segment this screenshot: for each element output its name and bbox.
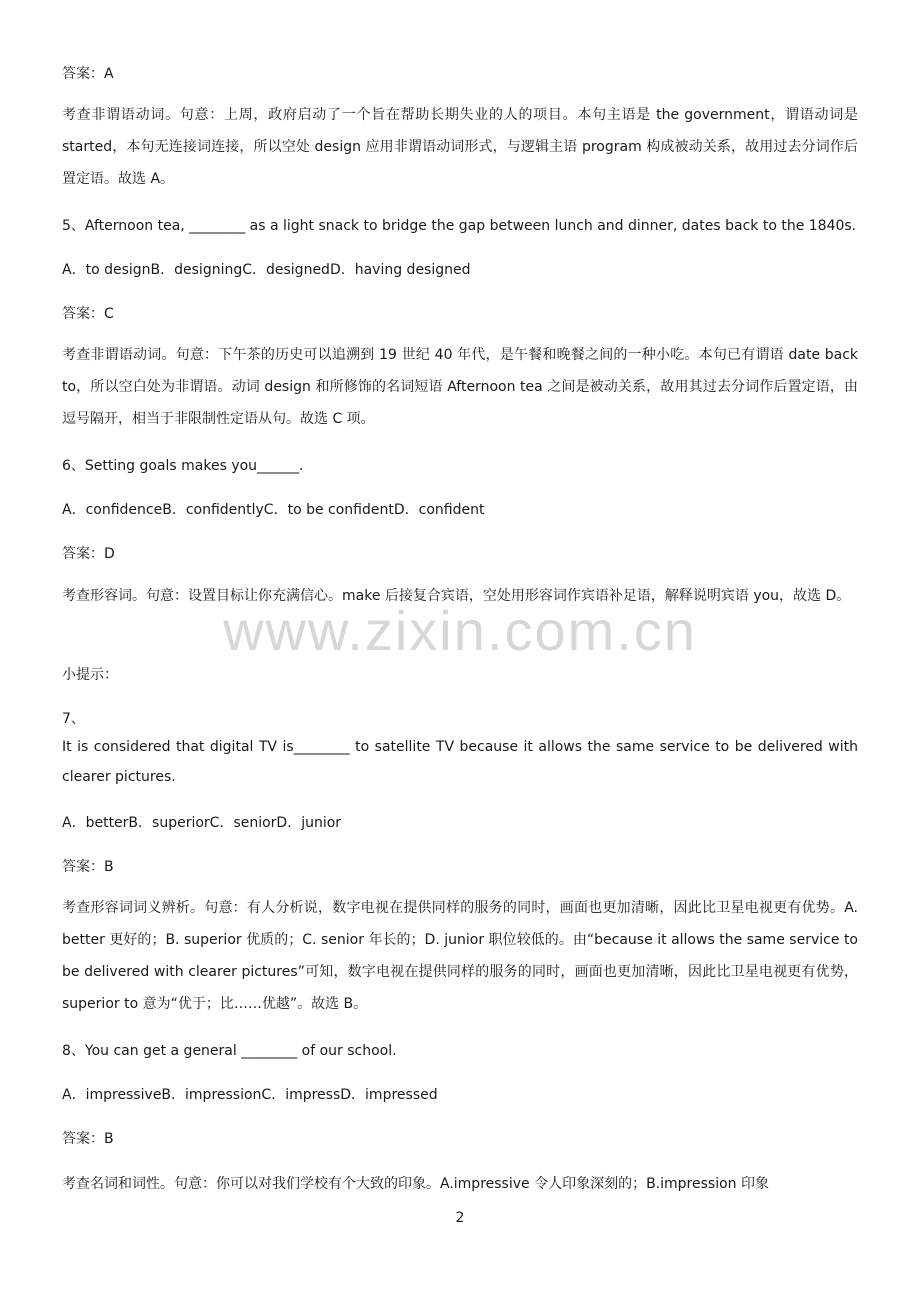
page-number: 2: [455, 1210, 465, 1226]
explanation-7: 考查形容词词义辨析。句意：有人分析说，数字电视在提供同样的服务的同时，画面也更加清晰，因此比卫星电视更有优势。A. better 更好的；B. superior 优质的；C. senior 年长的；D. junior 职位较低的。由“because it allows the same service to be delivered with clearer pictures”可知，数字电视在提供同样的服务的同时，画面也更加清晰，因此比卫星电视更有优势，superior to 意为“优于；比……优越”。故选 B。: [62, 900, 858, 1012]
options-5: A．to designB．designingC．designedD．having designed: [62, 262, 471, 278]
answer-6: 答案：D: [62, 546, 115, 562]
answer-7: 答案：B: [62, 859, 114, 875]
question-7-number: 7、: [62, 711, 85, 727]
explanation-5: 考查非谓语动词。句意：下午茶的历史可以追溯到 19 世纪 40 年代，是午餐和晚餐之间的一种小吃。本句已有谓语 date back to，所以空白处为非谓语。动词 design 和所修饰的名词短语 Afternoon tea 之间是被动关系，故用其过去分词作后置定语，由逗号隔开，相当于非限制性定语从句。故选 C 项。: [62, 347, 858, 427]
answer-5: 答案：C: [62, 306, 114, 322]
explanation-8: 考查名词和词性。句意：你可以对我们学校有个大致的印象。A.impressive 令人印象深刻的；B.impression 印象: [62, 1176, 769, 1192]
answer-8: 答案：B: [62, 1131, 114, 1147]
question-7: It is considered that digital TV is________ to satellite TV because it allows the same service to be delivered with clearer pictures.: [62, 739, 858, 785]
question-8: 8、You can get a general ________ of our school.: [62, 1043, 397, 1059]
options-6: A．confidenceB．confidentlyC．to be confidentD．confident: [62, 502, 485, 518]
options-7: A．betterB．superiorC．seniorD．junior: [62, 815, 342, 831]
explanation-4: 考查非谓语动词。句意：上周，政府启动了一个旨在帮助长期失业的人的项目。本句主语是 the government，谓语动词是 started，本句无连接词连接，所以空处 design 应用非谓语动词形式，与逻辑主语 program 构成被动关系，故用过去分词作后置定语。故选 A。: [62, 107, 858, 187]
explanation-6: 考查形容词。句意：设置目标让你充满信心。make 后接复合宾语，空处用形容词作宾语补足语，解释说明宾语 you，故选 D。: [62, 588, 851, 604]
tip-label: 小提示：: [62, 667, 118, 683]
watermark: www.zixin.com.cn: [223, 599, 697, 662]
answer-4: 答案：A: [62, 66, 114, 82]
options-8: A．impressiveB．impressionC．impressD．impressed: [62, 1087, 438, 1103]
question-5: 5、Afternoon tea, ________ as a light snack to bridge the gap between lunch and dinner, dates back to the 1840s.: [62, 218, 857, 234]
question-6: 6、Setting goals makes you______.: [62, 458, 304, 474]
